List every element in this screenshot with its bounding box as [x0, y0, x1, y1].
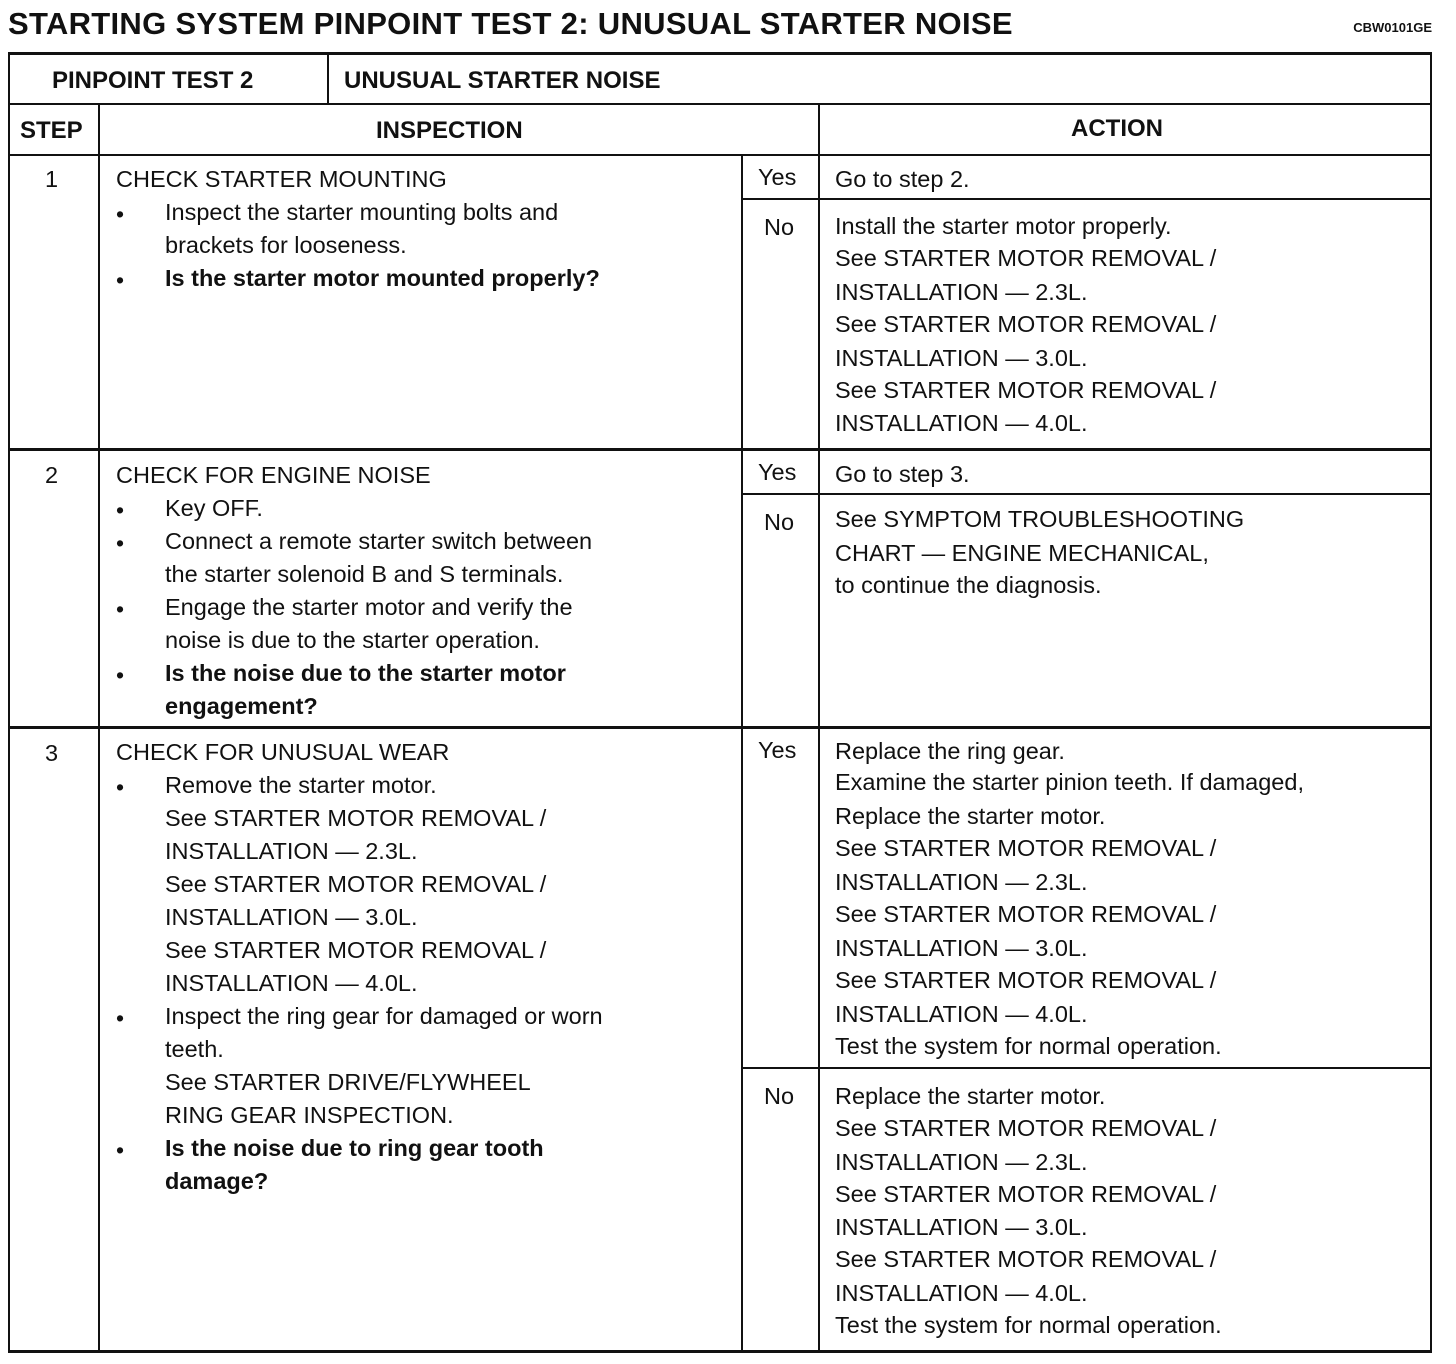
- action-line: See STARTER MOTOR REMOVAL /: [835, 967, 1217, 993]
- inspection-question: Is the noise due to ring gear tooth: [165, 1135, 544, 1161]
- step-title: CHECK FOR UNUSUAL WEAR: [116, 739, 450, 765]
- inspection-line: Engage the starter motor and verify the: [165, 594, 573, 620]
- bullet: •: [116, 530, 125, 556]
- action-line: INSTALLATION — 4.0L.: [835, 410, 1088, 436]
- action-line: Test the system for normal operation.: [835, 1312, 1222, 1338]
- bullet: •: [116, 1137, 125, 1163]
- action-line: Examine the starter pinion teeth. If damaged,: [835, 769, 1304, 795]
- action-column-header: ACTION: [1071, 115, 1163, 142]
- bullet: •: [116, 201, 125, 227]
- pinpoint-test-label: PINPOINT TEST 2: [52, 67, 254, 94]
- inspection-line: RING GEAR INSPECTION.: [165, 1102, 454, 1128]
- yes-label: Yes: [758, 459, 797, 485]
- action-line: INSTALLATION — 2.3L.: [835, 279, 1088, 305]
- inspection-line: See STARTER MOTOR REMOVAL /: [165, 871, 547, 897]
- bullet: •: [116, 267, 125, 293]
- step-number: 3: [45, 740, 59, 766]
- action-line: Test the system for normal operation.: [835, 1033, 1222, 1059]
- inspection-line: Remove the starter motor.: [165, 772, 437, 798]
- inspection-line: INSTALLATION — 4.0L.: [165, 970, 418, 996]
- no-label: No: [764, 214, 795, 240]
- inspection-line: the starter solenoid B and S terminals.: [165, 561, 564, 587]
- inspection-line: Key OFF.: [165, 495, 263, 521]
- action-line: See STARTER MOTOR REMOVAL /: [835, 1246, 1217, 1272]
- action-line: See STARTER MOTOR REMOVAL /: [835, 901, 1217, 927]
- action-line: INSTALLATION — 3.0L.: [835, 345, 1088, 371]
- inspection-line: brackets for looseness.: [165, 232, 407, 258]
- action-line: Go to step 3.: [835, 461, 970, 487]
- action-line: INSTALLATION — 3.0L.: [835, 1214, 1088, 1240]
- inspection-line: noise is due to the starter operation.: [165, 627, 540, 653]
- inspection-line: Connect a remote starter switch between: [165, 528, 593, 554]
- action-line: See SYMPTOM TROUBLESHOOTING: [835, 506, 1245, 532]
- inspection-line: INSTALLATION — 3.0L.: [165, 904, 418, 930]
- document-code: CBW0101GE: [1353, 20, 1432, 35]
- action-line: Go to step 2.: [835, 166, 970, 192]
- step-number: 2: [45, 462, 59, 488]
- inspection-line: INSTALLATION — 2.3L.: [165, 838, 418, 864]
- inspection-line: See STARTER MOTOR REMOVAL /: [165, 937, 547, 963]
- action-line: INSTALLATION — 4.0L.: [835, 1280, 1088, 1306]
- bullet: •: [116, 596, 125, 622]
- inspection-line: See STARTER MOTOR REMOVAL /: [165, 805, 547, 831]
- pinpoint-test-name: UNUSUAL STARTER NOISE: [344, 67, 661, 94]
- page-title: STARTING SYSTEM PINPOINT TEST 2: UNUSUAL STARTER NOISE: [8, 6, 1013, 41]
- action-line: CHART — ENGINE MECHANICAL,: [835, 540, 1209, 566]
- inspection-line: teeth.: [165, 1036, 224, 1062]
- inspection-question: Is the noise due to the starter motor: [165, 660, 566, 686]
- action-line: See STARTER MOTOR REMOVAL /: [835, 311, 1217, 337]
- no-label: No: [764, 509, 795, 535]
- inspection-line: Inspect the starter mounting bolts and: [165, 199, 559, 225]
- action-line: INSTALLATION — 2.3L.: [835, 1149, 1088, 1175]
- bullet: •: [116, 497, 125, 523]
- action-line: INSTALLATION — 2.3L.: [835, 869, 1088, 895]
- step-title: CHECK STARTER MOUNTING: [116, 166, 447, 192]
- action-line: Replace the starter motor.: [835, 803, 1106, 829]
- action-line: INSTALLATION — 3.0L.: [835, 935, 1088, 961]
- action-line: Replace the starter motor.: [835, 1083, 1106, 1109]
- bullet: •: [116, 1005, 125, 1031]
- inspection-question: engagement?: [165, 693, 318, 719]
- inspection-question: Is the starter motor mounted properly?: [165, 265, 600, 291]
- inspection-question: damage?: [165, 1168, 269, 1194]
- yes-label: Yes: [758, 737, 797, 763]
- action-line: See STARTER MOTOR REMOVAL /: [835, 245, 1217, 271]
- yes-label: Yes: [758, 164, 797, 190]
- action-line: See STARTER MOTOR REMOVAL /: [835, 1181, 1217, 1207]
- step-title: CHECK FOR ENGINE NOISE: [116, 462, 431, 488]
- inspection-column-header: INSPECTION: [376, 117, 523, 144]
- inspection-line: Inspect the ring gear for damaged or worn: [165, 1003, 603, 1029]
- action-line: INSTALLATION — 4.0L.: [835, 1001, 1088, 1027]
- action-line: Replace the ring gear.: [835, 738, 1065, 764]
- action-line: See STARTER MOTOR REMOVAL /: [835, 835, 1217, 861]
- step-number: 1: [45, 166, 59, 192]
- action-line: Install the starter motor properly.: [835, 213, 1172, 239]
- action-line: See STARTER MOTOR REMOVAL /: [835, 377, 1217, 403]
- bullet: •: [116, 774, 125, 800]
- action-line: See STARTER MOTOR REMOVAL /: [835, 1115, 1217, 1141]
- action-line: to continue the diagnosis.: [835, 572, 1102, 598]
- bullet: •: [116, 662, 125, 688]
- inspection-line: See STARTER DRIVE/FLYWHEEL: [165, 1069, 531, 1095]
- step-column-header: STEP: [20, 117, 83, 144]
- no-label: No: [764, 1083, 795, 1109]
